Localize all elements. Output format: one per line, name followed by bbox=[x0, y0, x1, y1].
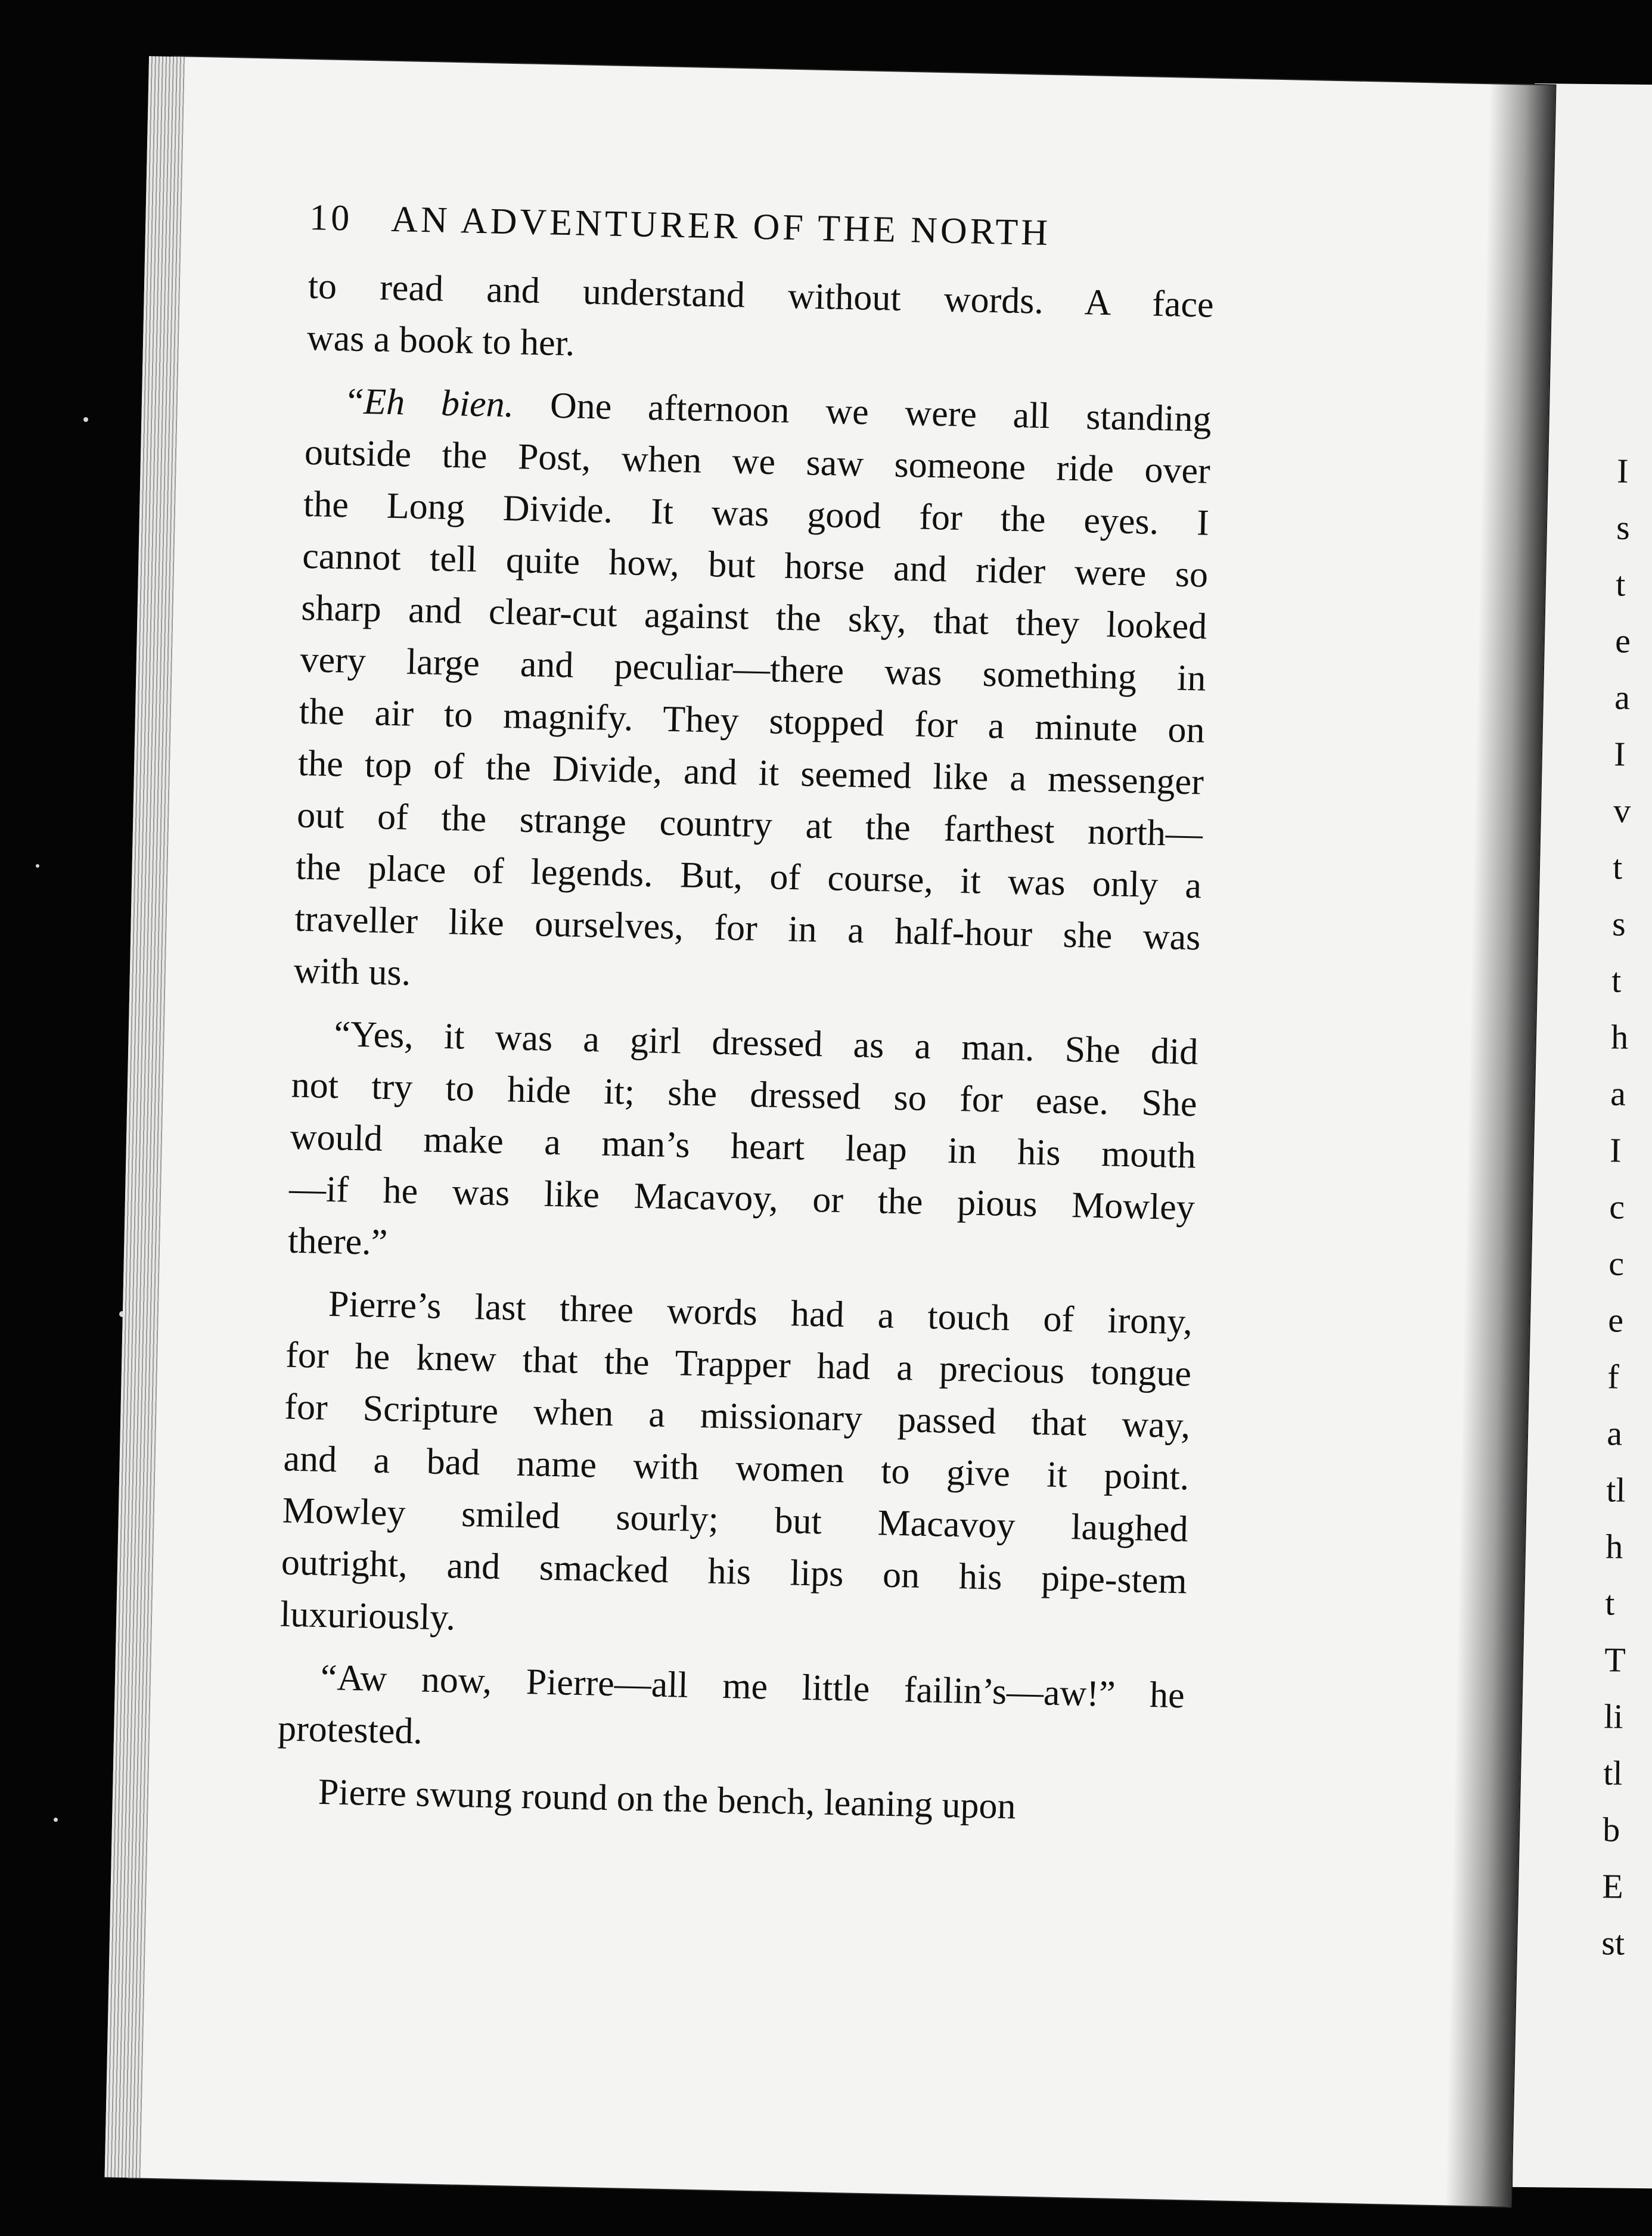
facing-page-fragment: I bbox=[1613, 734, 1626, 774]
text-line: luxuriously. bbox=[280, 1594, 456, 1638]
paragraph bbox=[277, 1651, 1185, 1774]
facing-page-text bbox=[1535, 83, 1652, 1962]
scan-speck bbox=[54, 1818, 58, 1822]
facing-page-fragment: f bbox=[1607, 1357, 1619, 1396]
text-line: cannot tell quite how, but horse and rider were so bbox=[302, 535, 1209, 595]
text-line: the air to magnify. They stopped for a minute on bbox=[299, 691, 1206, 751]
facing-page-fragment: b bbox=[1602, 1810, 1620, 1849]
page-text bbox=[276, 197, 1216, 1836]
text-line: Pierre’s last three words had a touch of irony, bbox=[328, 1284, 1193, 1343]
text-line: for he knew that the Trapper had a precious tongue bbox=[285, 1334, 1192, 1395]
text-line: outright, and smacked his lips on his pipe-stem bbox=[281, 1542, 1188, 1602]
text-line: Pierre swung round on the bench, leaning upon bbox=[318, 1771, 1017, 1827]
scan-speck bbox=[36, 864, 39, 868]
text-line: the top of the Divide, and it seemed like a messenger bbox=[297, 743, 1204, 803]
scan-speck bbox=[83, 417, 88, 422]
facing-page-fragment: E bbox=[1601, 1867, 1624, 1906]
text-line: there.” bbox=[287, 1220, 388, 1263]
facing-page-fragment: e bbox=[1607, 1300, 1624, 1340]
text-line: “Yes, it was a girl dressed as a man. She did bbox=[333, 1014, 1198, 1073]
text-line: would make a man’s heart leap in his mouth bbox=[290, 1116, 1197, 1176]
text-line: very large and peculiar—there was something in bbox=[300, 639, 1207, 699]
facing-page-fragment: v bbox=[1613, 791, 1631, 830]
text-line: and a bad name with women to give it point. bbox=[282, 1438, 1190, 1498]
page-number: 10 bbox=[309, 197, 353, 239]
paragraph bbox=[287, 1008, 1198, 1286]
text-line: the place of legends. But, of course, it was only a bbox=[295, 846, 1202, 906]
facing-page-fragment: t bbox=[1611, 961, 1622, 1000]
facing-page-fragment: c bbox=[1608, 1187, 1625, 1226]
facing-page-fragment: st bbox=[1601, 1923, 1625, 1962]
page-edges bbox=[104, 56, 185, 2178]
facing-page-fragment: t bbox=[1615, 564, 1626, 604]
facing-page-fragment: a bbox=[1610, 1074, 1626, 1113]
text-line: “Aw now, Pierre—all me little failin’s—aw!” he bbox=[320, 1657, 1185, 1716]
facing-page-fragment: a bbox=[1606, 1414, 1623, 1453]
text-line: out of the strange country at the farthest north— bbox=[296, 794, 1203, 855]
body-text bbox=[276, 260, 1214, 1836]
text-line: “Eh bien. One afternoon we were all standing bbox=[347, 381, 1212, 440]
paragraph bbox=[280, 1278, 1193, 1660]
facing-page-fragment: T bbox=[1604, 1640, 1626, 1679]
text-line: not try to hide it; she dressed so for ease. She bbox=[291, 1064, 1198, 1125]
text-line: —if he was like Macavoy, or the pious Mowley bbox=[288, 1168, 1195, 1228]
book-title: AN ADVENTURER OF THE NORTH bbox=[390, 198, 1051, 254]
paragraph bbox=[293, 375, 1212, 1016]
text-line: the Long Divide. It was good for the eyes. I bbox=[303, 483, 1210, 544]
text-line: with us. bbox=[293, 950, 411, 993]
text-line: was a book to her. bbox=[306, 317, 576, 364]
text-line: for Scripture when a missionary passed that way, bbox=[284, 1386, 1191, 1446]
facing-page-fragment: I bbox=[1609, 1131, 1622, 1170]
paragraph bbox=[306, 260, 1214, 383]
facing-page-fragment: c bbox=[1608, 1244, 1625, 1283]
facing-page-fragment: e bbox=[1614, 621, 1631, 660]
facing-page-fragment: t bbox=[1612, 847, 1623, 887]
facing-page-fragment: h bbox=[1605, 1527, 1623, 1566]
text-line: protested. bbox=[277, 1708, 423, 1752]
facing-page-fragment: a bbox=[1614, 678, 1631, 717]
facing-page-fragment: I bbox=[1616, 451, 1629, 490]
facing-page-fragment: tl bbox=[1603, 1753, 1623, 1793]
facing-page-fragment: h bbox=[1610, 1017, 1629, 1057]
text-line: traveller like ourselves, for in a half-hour she was bbox=[294, 898, 1201, 958]
text-line: to read and understand without words. A face bbox=[308, 265, 1215, 325]
text-line: outside the Post, when we saw someone ride over bbox=[304, 431, 1211, 492]
text-line: Mowley smiled sourly; but Macavoy laughed bbox=[282, 1490, 1189, 1550]
facing-page-fragment: li bbox=[1603, 1697, 1623, 1736]
text-line: sharp and clear-cut against the sky, that they looked bbox=[300, 587, 1207, 647]
facing-page-fragment: t bbox=[1604, 1583, 1615, 1623]
facing-page-fragment: s bbox=[1611, 904, 1626, 943]
facing-page-fragment: s bbox=[1616, 508, 1631, 547]
facing-page-fragment: tl bbox=[1606, 1470, 1626, 1510]
